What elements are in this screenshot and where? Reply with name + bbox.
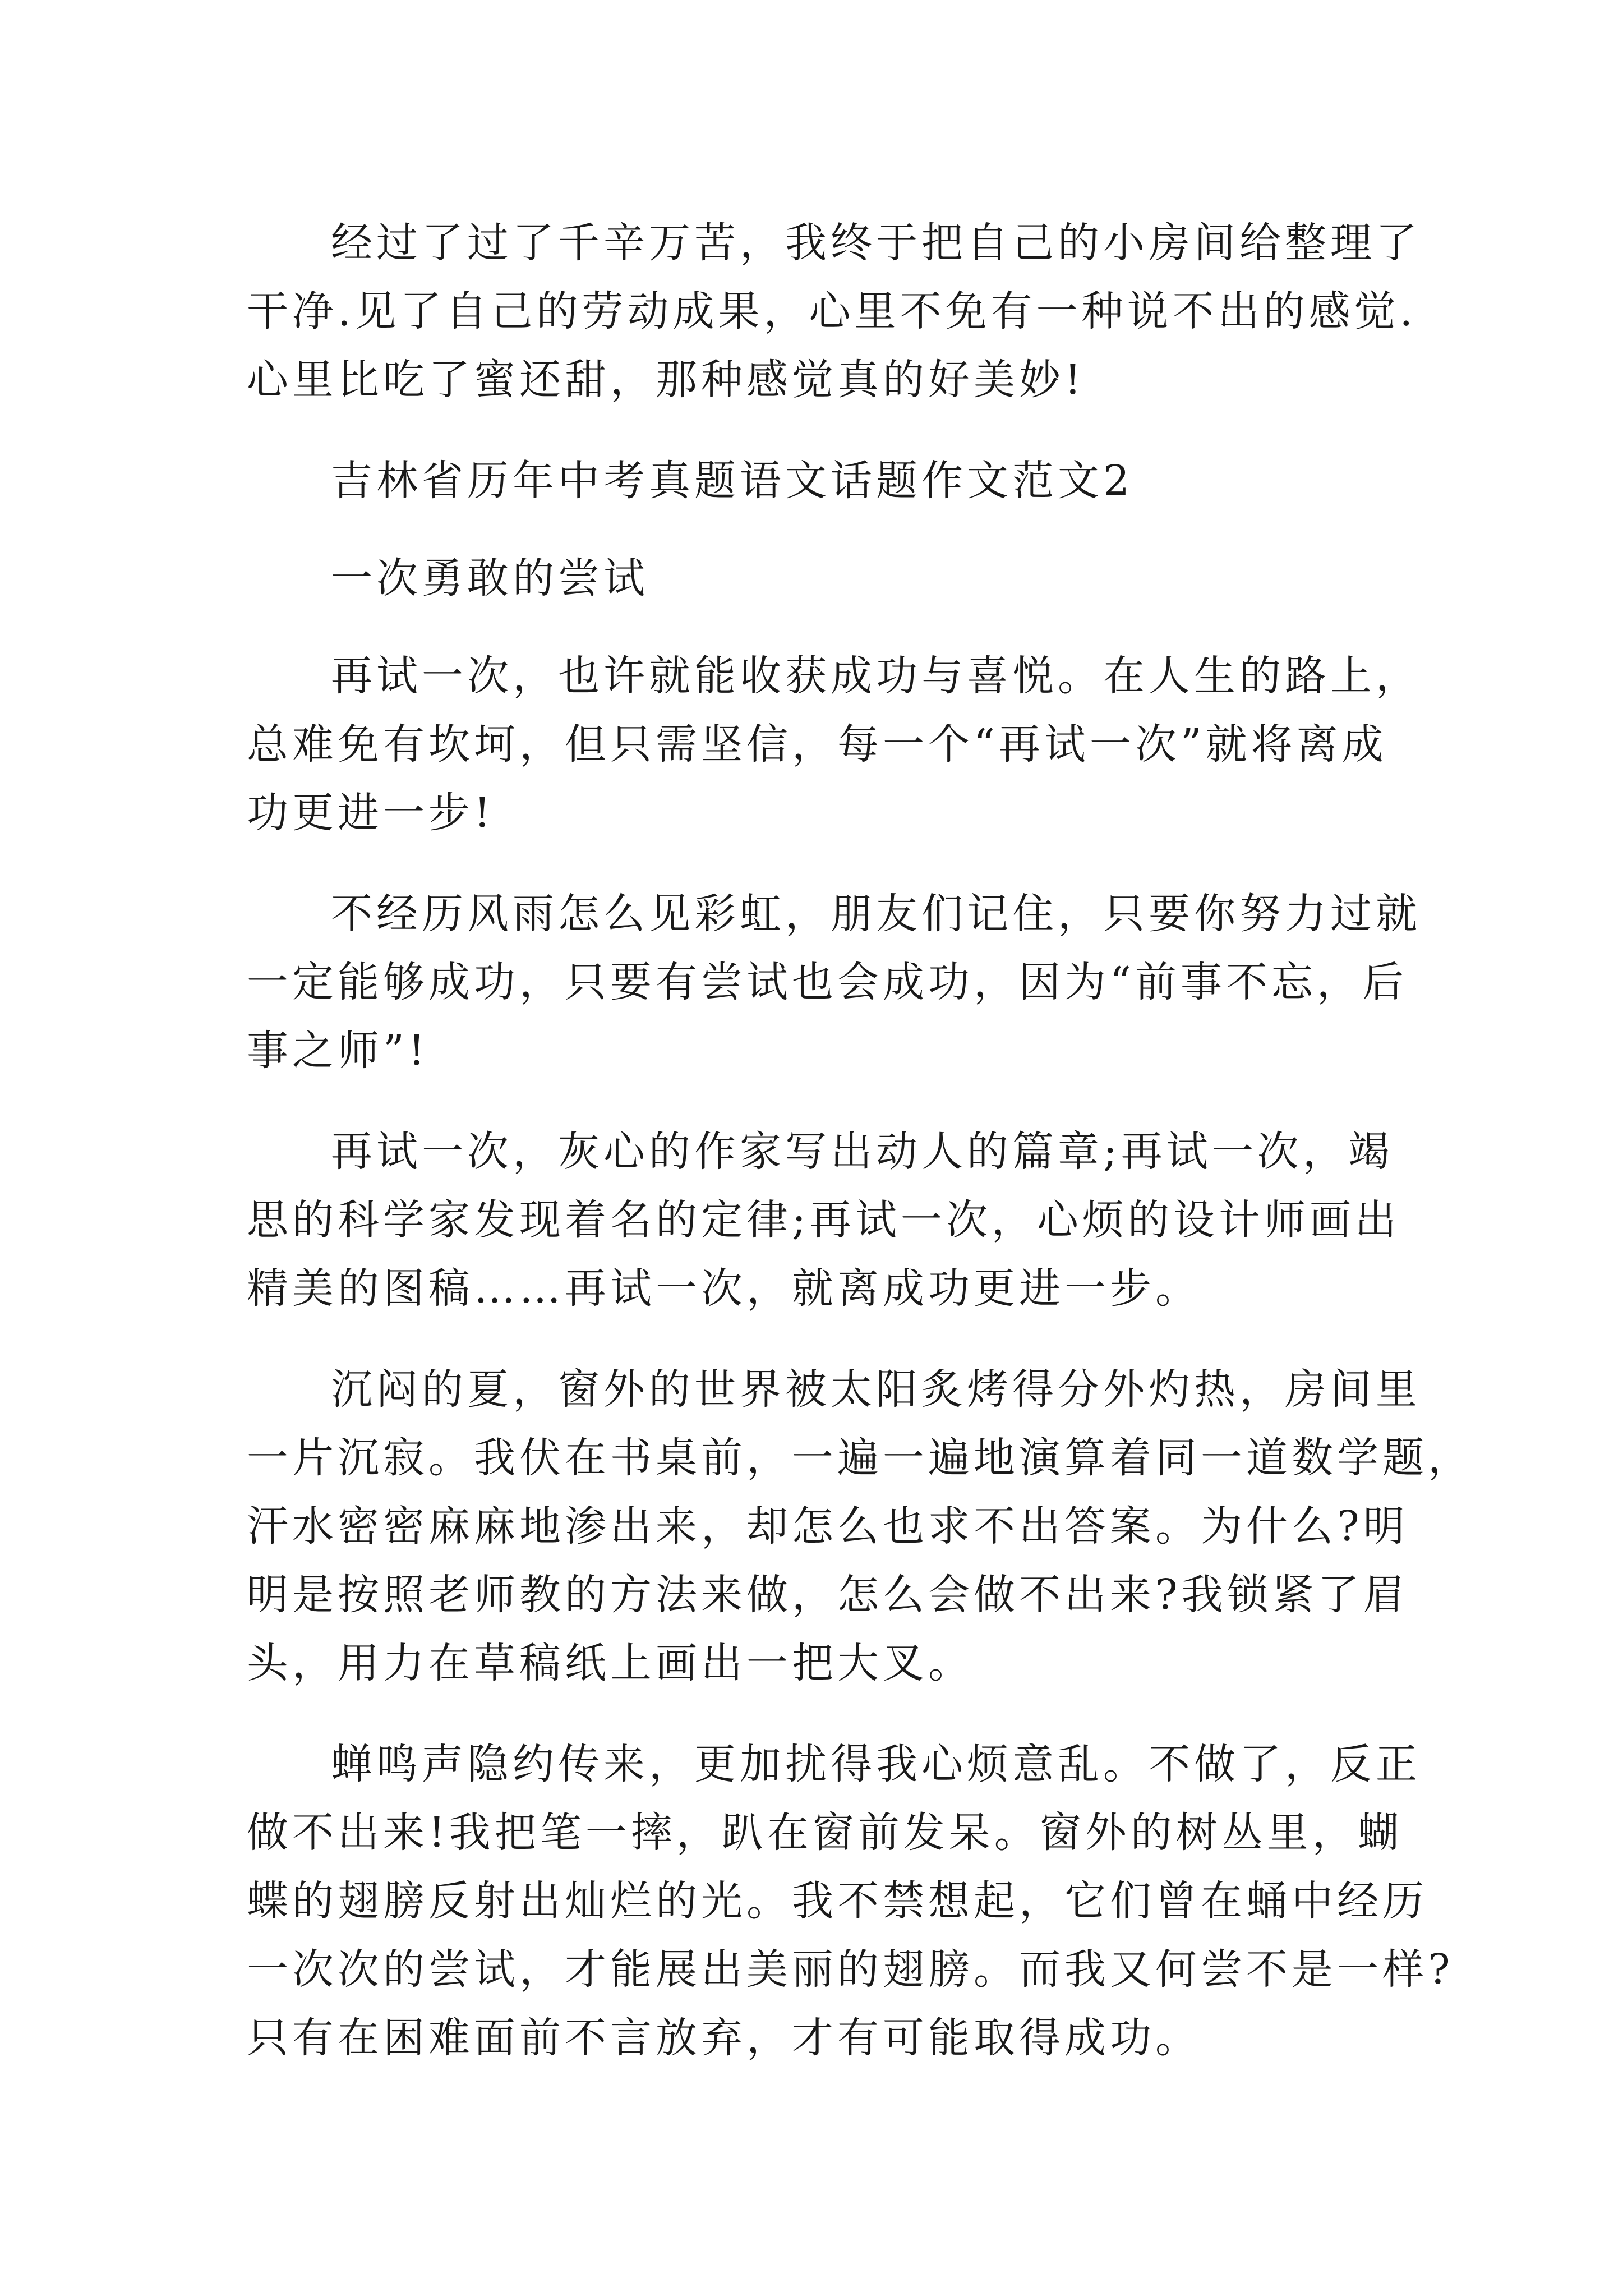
text-line: 再试一次，灰心的作家写出动人的篇章;再试一次，竭 — [331, 1128, 1394, 1176]
document-body — [247, 209, 1473, 2105]
text-line: 只有在困难面前不言放弃，才有可能取得成功。 — [247, 2014, 1201, 2062]
heading-text: 吉林省历年中考真题语文话题作文范文2 — [331, 457, 1134, 505]
essay-title-text: 一次勇敢的尝试 — [331, 554, 649, 602]
text-line: 事之师”! — [247, 1027, 429, 1075]
essay-title — [247, 544, 1391, 613]
text-line: 沉闷的夏，窗外的世界被太阳炙烤得分外灼热，房间里 — [331, 1365, 1421, 1414]
paragraph — [247, 1355, 1473, 1697]
text-line: 干净.见了自己的劳动成果，心里不免有一种说不出的感觉. — [247, 287, 1417, 335]
text-line: 功更进一步! — [247, 789, 495, 837]
paragraph — [247, 1117, 1400, 1323]
paragraph-closing — [247, 209, 1421, 414]
text-line: 头，用力在草稿纸上画出一把大叉。 — [247, 1639, 974, 1687]
paragraph — [247, 642, 1421, 847]
text-line: 一定能够成功，只要有尝试也会成功，因为“前事不忘，后 — [247, 958, 1408, 1006]
text-line: 明是按照老师教的方法来做，怎么会做不出来?我锁紧了眉 — [247, 1571, 1409, 1619]
text-line: 蝶的翅膀反射出灿烂的光。我不禁想起，它们曾在蛹中经历 — [247, 1877, 1428, 1925]
text-line: 心里比吃了蜜还甜，那种感觉真的好美妙! — [247, 356, 1085, 404]
text-line: 思的科学家发现着名的定律;再试一次，心烦的设计师画出 — [247, 1196, 1400, 1244]
text-line: 不经历风雨怎么见彩虹，朋友们记住，只要你努力过就 — [331, 890, 1421, 938]
text-line: 一片沉寂。我伏在书桌前，一遍一遍地演算着同一道数学题， — [247, 1434, 1473, 1482]
paragraph — [247, 1730, 1454, 2072]
text-line: 做不出来!我把笔一摔，趴在窗前发呆。窗外的树丛里，蝴 — [247, 1809, 1403, 1857]
text-line: 蝉鸣声隐约传来，更加扰得我心烦意乱。不做了，反正 — [331, 1740, 1421, 1788]
text-line: 汗水密密麻麻地渗出来，却怎么也求不出答案。为什么?明 — [247, 1502, 1409, 1550]
text-line: 一次次的尝试，才能展出美丽的翅膀。而我又何尝不是一样? — [247, 1945, 1454, 1994]
section-heading — [247, 447, 1391, 515]
text-line: 经过了过了千辛万苦，我终于把自己的小房间给整理了 — [331, 219, 1421, 267]
paragraph — [247, 880, 1421, 1085]
text-line: 精美的图稿……再试一次，就离成功更进一步。 — [247, 1264, 1201, 1313]
text-line: 再试一次，也许就能收获成功与喜悦。在人生的路上， — [331, 652, 1421, 700]
text-line: 总难免有坎坷，但只需坚信，每一个“再试一次”就将离成 — [247, 720, 1387, 769]
